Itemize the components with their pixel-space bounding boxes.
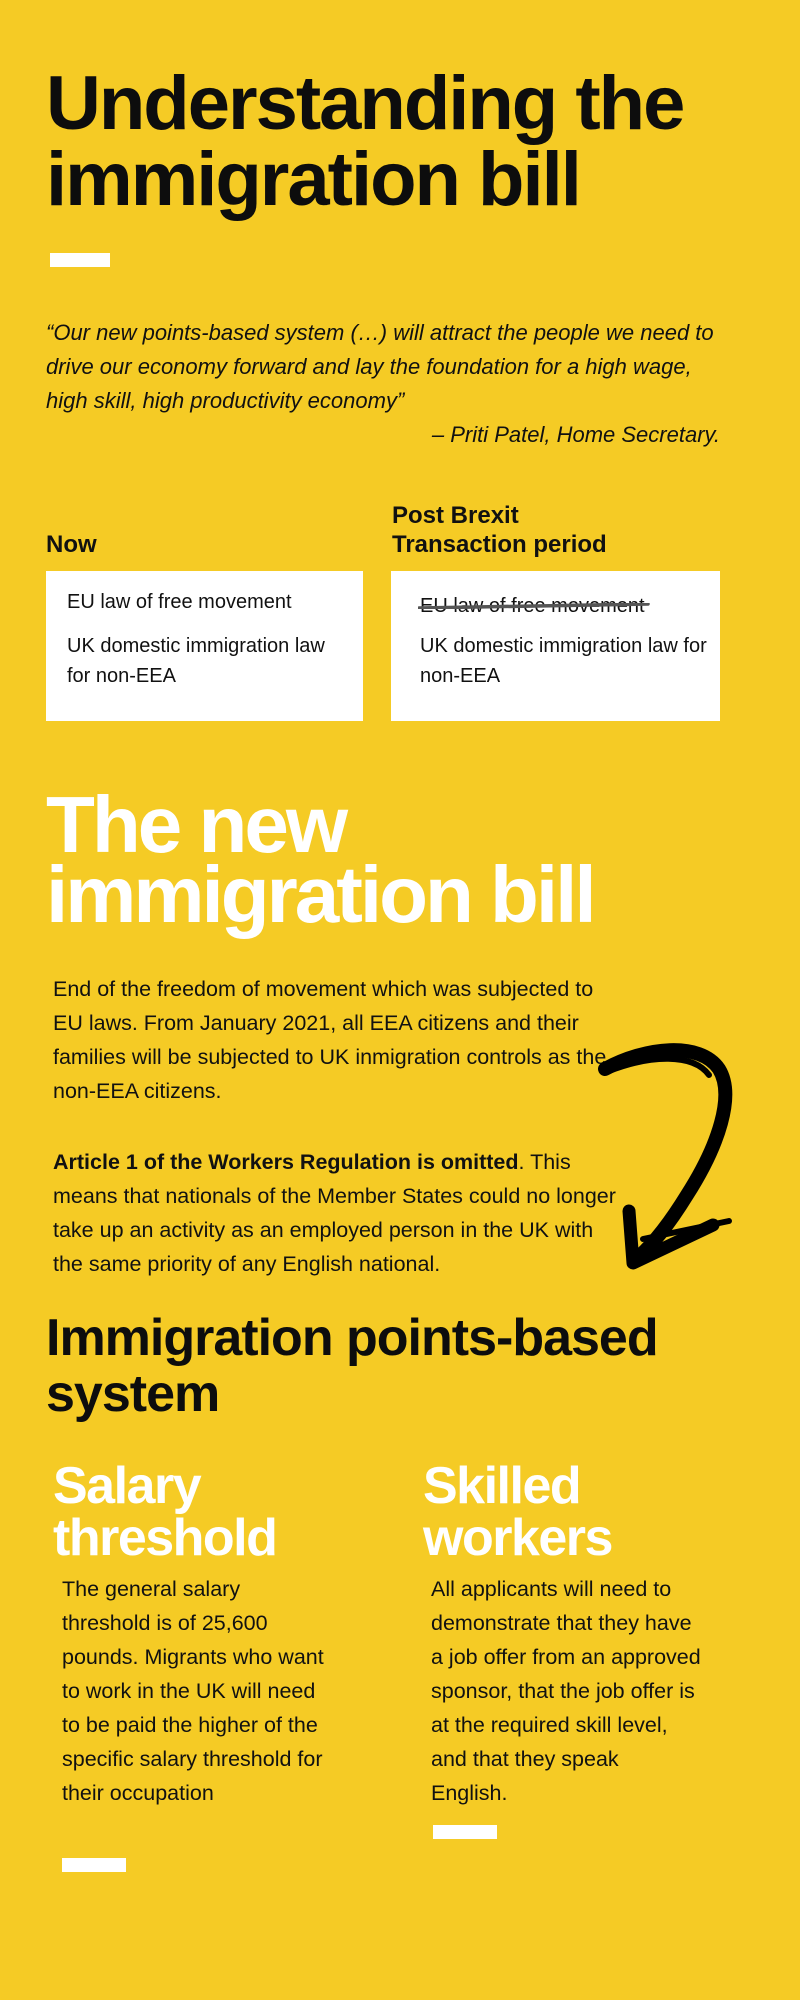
skilled-workers-text: All applicants will need to demonstrate that they have a job offer from an approved sponsor, that the job offer is at the required skill level, and that they speak English. [431, 1577, 701, 1805]
new-bill-paragraph-2 [53, 1145, 623, 1281]
salary-underline [62, 1858, 126, 1872]
now-heading: Now [46, 531, 97, 558]
page-title-line2: immigration bill [46, 137, 580, 222]
skilled-workers-title [423, 1457, 753, 1567]
struck-item [420, 591, 645, 621]
post-brexit-heading-line1: Post Brexit [392, 502, 519, 529]
new-bill-title-line2: immigration bill [46, 850, 594, 939]
salary-threshold-title-line1: Salary [53, 1457, 201, 1515]
page-title-line1: Understanding the [46, 61, 684, 146]
quote-text: “Our new points-based system (…) will attract the people we need to drive our economy forward and lay the foundation for a high wage, high skill, high productivity economy” [46, 320, 714, 413]
points-system-title-line2: system [46, 1365, 220, 1423]
now-item-uk-law: UK domestic immigration law for non-EEA [67, 635, 325, 687]
skilled-workers-title-line2: workers [423, 1509, 612, 1567]
page-title [46, 61, 766, 222]
salary-threshold-text: The general salary threshold is of 25,600 pounds. Migrants who want to work in the UK will need to be paid the higher of the specific salary threshold for their occupation [62, 1577, 324, 1805]
points-system-title-line1: Immigration points-based [46, 1309, 658, 1367]
skilled-workers-title-line1: Skilled [423, 1457, 581, 1515]
quote-attribution: – Priti Patel, Home Secretary. [431, 422, 720, 447]
now-item-eu-law: EU law of free movement [67, 591, 292, 613]
skilled-underline [433, 1825, 497, 1839]
article-1-highlight: Article 1 of the Workers Regulation is omitted [53, 1150, 519, 1174]
salary-threshold-title [53, 1457, 383, 1567]
strikethrough-mark [418, 603, 650, 609]
post-brexit-card [391, 571, 720, 721]
article-1-text: . This means that nationals of the Member States could no longer take up an activity as an employed person in the UK with the same priority of any English national. [53, 1150, 616, 1276]
post-brexit-item-uk-law: UK domestic immigration law for non-EEA [420, 635, 707, 687]
now-card [46, 571, 363, 721]
points-system-title [46, 1310, 766, 1422]
post-brexit-heading-line2: Transaction period [392, 531, 607, 558]
salary-threshold-title-line2: threshold [53, 1509, 277, 1567]
struck-item-text: EU law of free movement [420, 595, 645, 617]
new-bill-title [46, 780, 766, 939]
curved-arrow-icon [595, 1035, 745, 1275]
post-brexit-heading [392, 501, 607, 559]
new-bill-title-line1: The new [46, 780, 346, 869]
title-underline [50, 253, 110, 267]
new-bill-paragraph-1: End of the freedom of movement which was subjected to EU laws. From January 2021, all EEA citizens and their families will be subjected to UK inmigration controls as the non-EEA citizens. [53, 977, 607, 1103]
